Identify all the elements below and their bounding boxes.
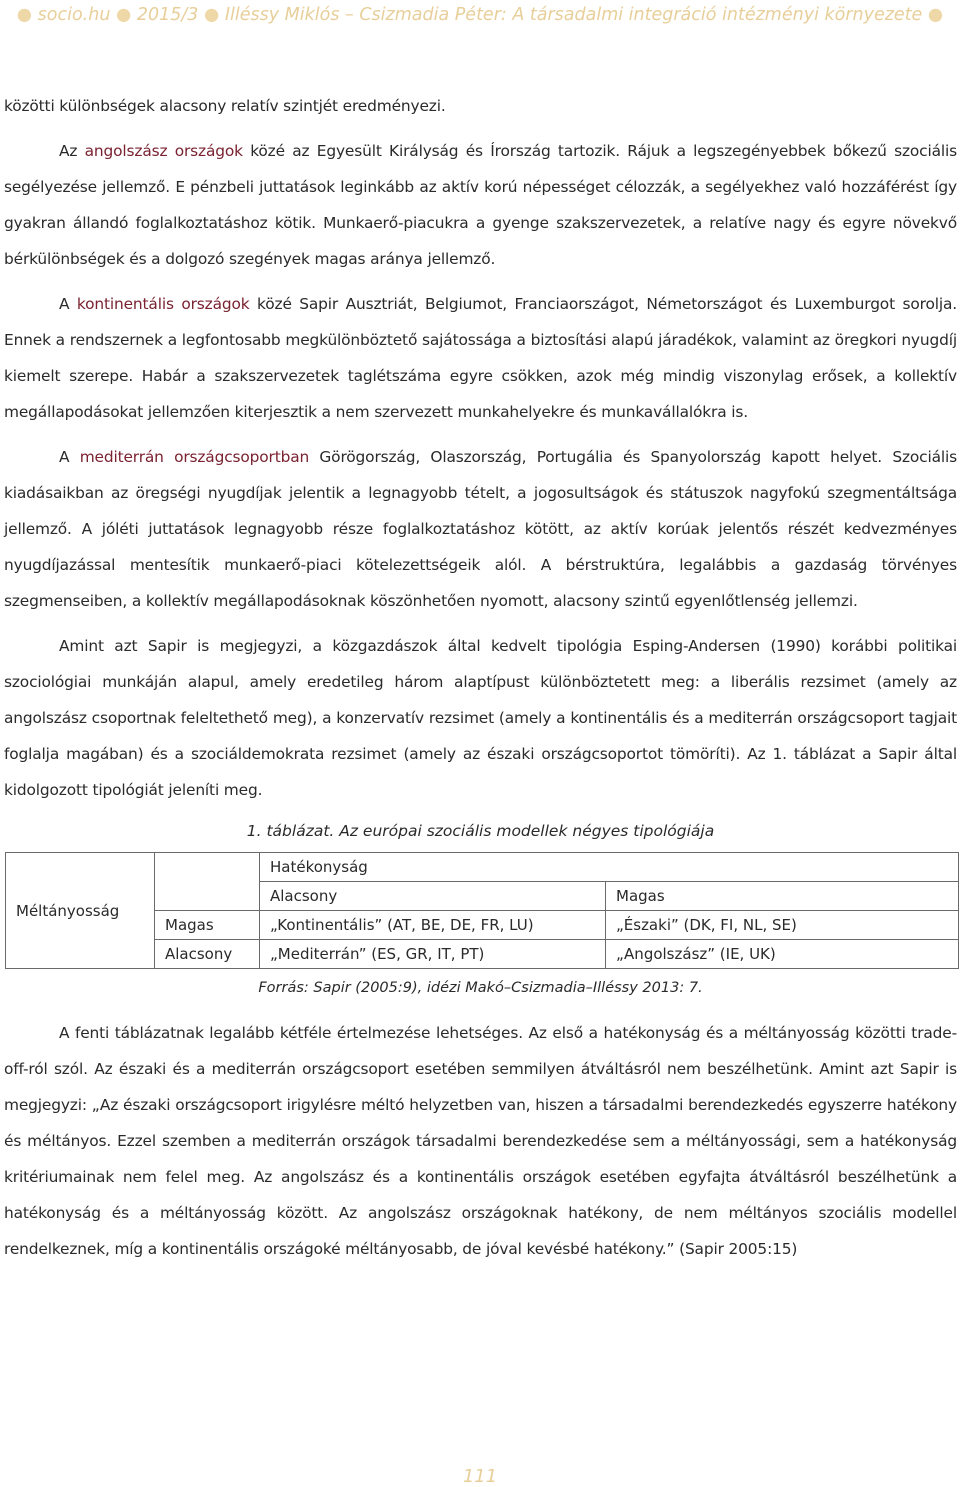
bullet-icon: ● xyxy=(927,5,944,25)
efficiency-label: Hatékonyság xyxy=(260,853,959,882)
paragraph-mediterranean: A mediterrán országcsoportban Görögország, Olaszország, Portugália és Spanyolország kapott helyet. Szociális kiadásaikban az öregségi nyugdíjak jelentik a legnagyobb tételt, a jogosultságok és státuszok nagyfokú szegmentáltsága jellemző. A jóléti juttatások legnagyobb része foglalkoztatáshoz kötött, az aktív korúak jelentős részét kedvezményes nyugdíjazással mentesítik munkaerő-piaci kötelezettségeik alól. A bérstruktúra, legalábbis a gazdaság törvényes szegmenseiben, a kollektív megállapodásoknak köszönhetően nyomott, alacsony szintű egyenlőtlenség jellemzi. xyxy=(4,448,957,610)
paragraph-interpretation: A fenti táblázatnak legalább kétféle értelmezése lehetséges. Az első a hatékonyság és a méltányosság közötti trade-off-ról szól. Az északi és a mediterrán országcsoport esetében semmilyen átváltásról nem beszélhetünk. Amint azt Sapir is megjegyzi: „Az északi országcsoport irigylésre méltó helyzetben van, hiszen a társadalmi berendezkedés egyszerre hatékony és méltányos. Ezzel szemben a mediterrán országok társadalmi berendezkedése sem a méltányossági, sem a hatékonyság kritériumainak nem felel meg. Az angolszász és a kontinentális országok esetében egyfajta átváltásról beszélhetünk a hatékonyság és a méltányosság között. Az angolszász országoknak hatékony, de nem méltányos szociális modellel rendelkeznek, míg a kontinentális országoké méltányosabb, de jóval kevésbé hatékony.” (Sapir 2005:15) xyxy=(4,1024,957,1258)
highlight-term: mediterrán országcsoportban xyxy=(79,448,310,466)
bullet-icon: ● xyxy=(116,5,132,25)
cell-nordic: „Északi” (DK, FI, NL, SE) xyxy=(606,911,959,940)
bullet-icon: ● xyxy=(204,5,220,25)
col-high: Magas xyxy=(606,882,959,911)
highlight-term: kontinentális országok xyxy=(76,295,250,313)
header-title: Illéssy Miklós – Csizmadia Péter: A társadalmi integráció intézményi környezete xyxy=(224,5,923,25)
paragraph-continuation: közötti különbségek alacsony relatív szintjét eredményezi. xyxy=(4,97,446,115)
cell-mediterranean: „Mediterrán” (ES, GR, IT, PT) xyxy=(260,940,606,969)
paragraph-typology: Amint azt Sapir is megjegyzi, a közgazdászok által kedvelt tipológia Esping-Andersen (1990) korábbi politikai szociológiai munkáján alapul, amely eredetileg három alaptípust különböztetett meg: a liberális rezsimet (amely az angolszász csoportnak feleltethető meg), a konzervatív rezsimet (amely a kontinentális és a mediterrán országcsoport tagjait foglalja magában) és a szociáldemokrata rezsimet (amely az északi országcsoportot tömöríti). Az 1. táblázat a Sapir által kidolgozott tipológiát jeleníti meg. xyxy=(4,637,957,799)
page-number: 111 xyxy=(462,1466,498,1487)
bullet-icon: ● xyxy=(16,5,33,25)
empty-corner xyxy=(155,853,260,911)
page-body xyxy=(4,88,957,1267)
typology-table xyxy=(5,852,959,969)
highlight-term: angolszász országok xyxy=(84,142,243,160)
row-low: Alacsony xyxy=(155,940,260,969)
row-high: Magas xyxy=(155,911,260,940)
paragraph-continental: A kontinentális országok közé Sapir Ausztriát, Belgiumot, Franciaországot, Németországot és Luxemburgot sorolja. Ennek a rendszernek a legfontosabb megkülönböztető sajátossága a biztosítási alapú járadékok, valamint az öregkori nyugdíj kiemelt szerepe. Habár a szakszervezetek taglétszáma egyre csökken, azok még mindig viszonylag erősek, a kollektív megállapodásokat jellemzően kiterjesztik a nem szervezett munkahelyekre és munkavállalókra is. xyxy=(4,295,957,421)
table-caption: 1. táblázat. Az európai szociális modellek négyes tipológiája xyxy=(246,822,715,840)
running-header xyxy=(0,0,960,30)
col-low: Alacsony xyxy=(260,882,606,911)
cell-anglo-saxon: „Angolszász” (IE, UK) xyxy=(606,940,959,969)
equity-label: Méltányosság xyxy=(6,853,155,969)
cell-continental: „Kontinentális” (AT, BE, DE, FR, LU) xyxy=(260,911,606,940)
paragraph-anglo-saxon: Az angolszász országok közé az Egyesült Királyság és Írország tartozik. Rájuk a legszegényebbek bőkezű szociális segélyezése jellemző. E pénzbeli juttatások leginkább az aktív korú népességet célozzák, a segélyekhez való hozzáférést így gyakran állandó foglalkoztatáshoz kötik. Munkaerő-piacukra a gyenge szakszervezetek, a relatíve nagy és egyre növekvő bérkülönbségek és a dolgozó szegények magas aránya jellemző. xyxy=(4,142,957,268)
header-site: socio.hu xyxy=(37,5,111,25)
table-source: Forrás: Sapir (2005:9), idézi Makó–Csizmadia–Illéssy 2013: 7. xyxy=(258,980,703,996)
header-issue: 2015/3 xyxy=(136,5,199,25)
